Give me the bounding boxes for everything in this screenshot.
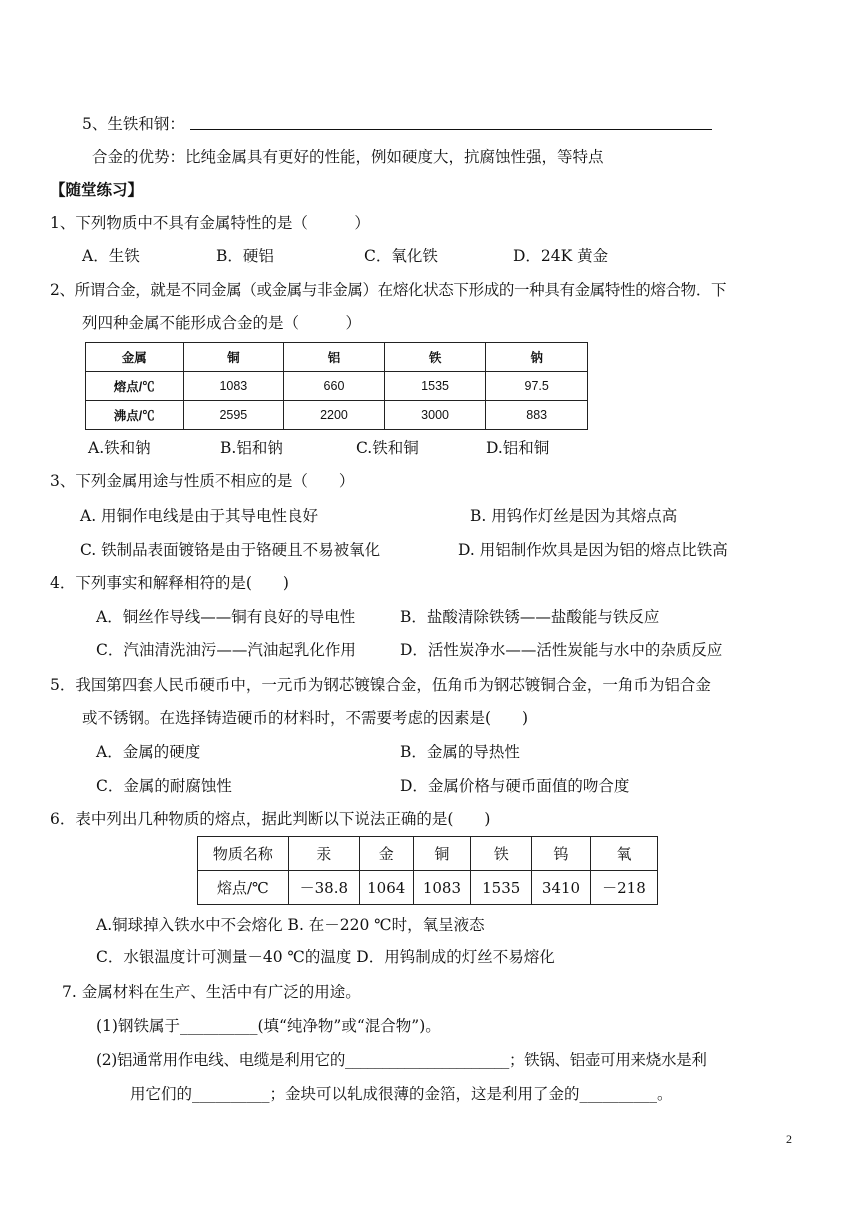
table-cell: 3000 — [384, 401, 486, 430]
q4-stem: 4．下列事实和解释相符的是( ) — [50, 574, 289, 592]
q6-options-line1: A.铜球掉入铁水中不会熔化 B. 在－220 ℃时，氧呈液态 — [96, 916, 485, 934]
table-header-row — [198, 837, 658, 871]
table-cell: 铁 — [384, 343, 486, 372]
table-cell: 1535 — [384, 372, 486, 401]
table-header-row — [86, 343, 588, 372]
q2-stem-line1: 2、所谓合金，就是不同金属（或金属与非金属）在熔化状态下形成的一种具有金属特性的熔合物．下 — [50, 281, 727, 299]
q7-part2-line2: 用它们的__________；金块可以轧成很薄的金箔，这是利用了金的__________。 — [130, 1085, 673, 1103]
table-cell: 2595 — [183, 401, 284, 430]
q2-stem-line2: 列四种金属不能形成合金的是（ ） — [82, 314, 362, 332]
q5-option-a: A．金属的硬度 — [96, 743, 201, 761]
page-number: 2 — [786, 1132, 792, 1146]
table-cell: 物质名称 — [198, 837, 289, 871]
q3-option-b: B. 用钨作灯丝是因为其熔点高 — [470, 507, 678, 525]
table-cell: 汞 — [288, 837, 359, 871]
table-cell: 883 — [486, 401, 588, 430]
table-cell: －38.8 — [288, 871, 359, 905]
q1-option-d: D．24K 黄金 — [513, 247, 609, 265]
table-cell: 1083 — [183, 372, 284, 401]
alloy-advantage-text: 合金的优势：比纯金属具有更好的性能，例如硬度大，抗腐蚀性强，等特点 — [92, 148, 604, 166]
practice-title: 【随堂练习】 — [50, 180, 144, 199]
table-cell: 铁 — [471, 837, 532, 871]
table-cell: 钨 — [532, 837, 591, 871]
q6-melting-point-table — [197, 836, 658, 905]
table-cell: －218 — [590, 871, 657, 905]
table-cell: 铜 — [183, 343, 284, 372]
q6-options-line2: C．水银温度计可测量－40 ℃的温度 D．用钨制成的灯丝不易熔化 — [96, 948, 555, 966]
table-cell: 钠 — [486, 343, 588, 372]
table-cell: 熔点/℃ — [86, 372, 184, 401]
q1-option-a: A．生铁 — [82, 247, 140, 265]
q3-option-c: C. 铁制品表面镀铬是由于铬硬且不易被氧化 — [80, 541, 381, 559]
answer-blank-line — [190, 128, 712, 130]
table-cell: 铝 — [284, 343, 385, 372]
q2-option-b: B.铝和钠 — [220, 439, 283, 457]
table-cell: 沸点/℃ — [86, 401, 184, 430]
table-row — [198, 871, 658, 905]
q4-option-d: D．活性炭净水——活性炭能与水中的杂质反应 — [400, 641, 723, 659]
table-cell: 铜 — [413, 837, 471, 871]
q4-option-b: B．盐酸清除铁锈——盐酸能与铁反应 — [400, 608, 660, 626]
table-row — [86, 401, 588, 430]
table-cell: 97.5 — [486, 372, 588, 401]
q3-option-a: A. 用铜作电线是由于其导电性良好 — [80, 507, 319, 525]
table-cell: 1064 — [359, 871, 413, 905]
q2-option-d: D.铝和铜 — [486, 439, 550, 457]
table-cell: 660 — [284, 372, 385, 401]
q2-option-a: A.铁和钠 — [88, 439, 151, 457]
q1-option-b: B．硬铝 — [216, 247, 274, 265]
q7-part2-line1: (2)铝通常用作电线、电缆是利用它的______________________；铁锅、铝壶可用来烧水是利 — [96, 1051, 707, 1069]
q7-stem: 7. 金属材料在生产、生活中有广泛的用途。 — [62, 983, 361, 1001]
q7-part1: (1)钢铁属于__________(填“纯净物”或“混合物”)。 — [96, 1017, 441, 1035]
q1-option-c: C．氧化铁 — [364, 247, 438, 265]
q1-stem: 1、下列物质中不具有金属特性的是（ ） — [50, 214, 370, 232]
q4-option-a: A．铜丝作导线——铜有良好的导电性 — [96, 608, 356, 626]
q2-metal-table — [85, 342, 588, 430]
table-cell: 2200 — [284, 401, 385, 430]
q5-stem-line1: 5．我国第四套人民币硬币中，一元币为钢芯镀镍合金，伍角币为钢芯镀铜合金，一角币为铝合金 — [50, 676, 711, 694]
table-cell: 1083 — [413, 871, 471, 905]
q2-option-c: C.铁和铜 — [356, 439, 419, 457]
q3-stem: 3、下列金属用途与性质不相应的是（ ） — [50, 472, 355, 490]
q6-stem: 6．表中列出几种物质的熔点，据此判断以下说法正确的是( ) — [50, 810, 491, 828]
table-cell: 金属 — [86, 343, 184, 372]
q5-option-d: D．金属价格与硬币面值的吻合度 — [400, 777, 630, 795]
table-cell: 氧 — [590, 837, 657, 871]
q3-option-d: D. 用铝制作炊具是因为铝的熔点比铁高 — [458, 541, 728, 559]
table-cell: 熔点/℃ — [198, 871, 289, 905]
table-cell: 1535 — [471, 871, 532, 905]
section5-label: 5、生铁和钢： — [82, 115, 185, 133]
q4-option-c: C．汽油清洗油污——汽油起乳化作用 — [96, 641, 356, 659]
q5-option-b: B．金属的导热性 — [400, 743, 520, 761]
q5-option-c: C．金属的耐腐蚀性 — [96, 777, 232, 795]
table-cell: 3410 — [532, 871, 591, 905]
q5-stem-line2: 或不锈钢。在选择铸造硬币的材料时，不需要考虑的因素是( ) — [82, 709, 529, 727]
table-row — [86, 372, 588, 401]
table-cell: 金 — [359, 837, 413, 871]
